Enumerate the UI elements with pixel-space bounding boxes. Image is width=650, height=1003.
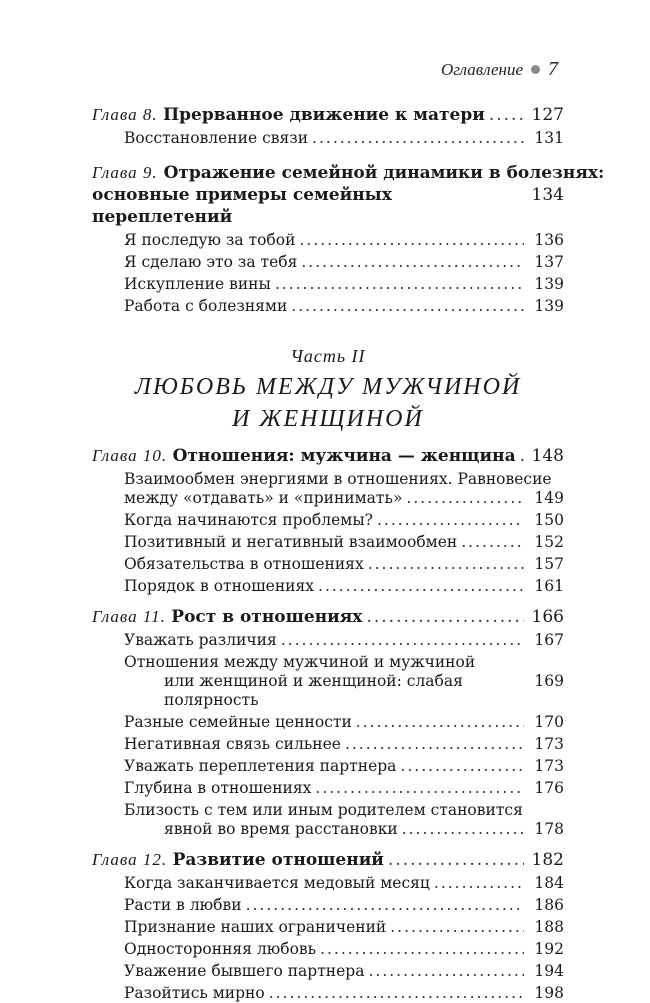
leader-dots — [281, 631, 524, 650]
toc-item-label: Когда заканчивается медовый месяц — [124, 874, 430, 892]
toc-item-label: Негативная связь сильнее — [124, 735, 341, 753]
chapter-prefix: Глава 11. — [92, 607, 166, 626]
leader-dots — [366, 606, 524, 628]
leader-dots — [246, 896, 524, 915]
toc-item-page: 173 — [534, 735, 564, 753]
toc-item-label: Разные семейные ценности — [124, 713, 352, 731]
leader-dots — [275, 275, 524, 294]
toc-item-page: 198 — [534, 984, 564, 1002]
toc-item-page: 194 — [534, 962, 564, 980]
toc-item[interactable] — [124, 533, 564, 552]
toc-item-page: 167 — [534, 631, 564, 649]
toc-item-label: Уважать различия — [124, 631, 277, 649]
chapter-page: 166 — [531, 607, 564, 627]
chapter-prefix: Глава 10. — [92, 446, 168, 465]
toc-item-label: Односторонняя любовь — [124, 940, 317, 958]
toc-item-label: Восстановление связи — [124, 129, 309, 147]
chapter-page: 127 — [531, 105, 564, 125]
toc-item[interactable] — [124, 631, 564, 650]
toc-item-label-line2: явной во время расстановки — [164, 820, 398, 838]
toc-item[interactable] — [124, 896, 564, 915]
chapter-prefix: Глава 8. — [92, 105, 158, 124]
leader-dots — [269, 984, 524, 1003]
chapter-9 — [92, 162, 605, 316]
chapter-12 — [92, 849, 564, 1003]
leader-dots — [377, 511, 524, 530]
toc-item-label: Глубина в отношениях — [124, 779, 312, 797]
toc-item-label: Уважение бывшего партнера — [124, 962, 365, 980]
toc-item-label: Порядок в отношениях — [124, 577, 315, 595]
toc-item-page: 192 — [534, 940, 564, 958]
leader-dots — [345, 735, 524, 754]
toc-item-page: 139 — [534, 297, 564, 315]
leader-dots — [434, 874, 524, 893]
chapter-page: 182 — [531, 850, 564, 870]
toc-item-page: 188 — [534, 918, 564, 936]
leader-dots — [356, 713, 524, 732]
leader-dots — [388, 849, 524, 871]
toc-item-label: Позитивный и негативный взаимообмен — [124, 533, 458, 551]
toc-item-page: 170 — [534, 713, 564, 731]
toc-item[interactable] — [124, 984, 564, 1003]
toc-item-label: Я последую за тобой — [124, 231, 296, 249]
toc-item-page: 186 — [534, 896, 564, 914]
toc-item-page: 169 — [534, 672, 564, 690]
toc-item[interactable] — [124, 231, 564, 250]
toc-item-multiline[interactable] — [124, 653, 564, 710]
toc-item-label: Разойтись мирно — [124, 984, 265, 1002]
chapter-page: 148 — [531, 446, 564, 466]
chapter-8 — [92, 104, 564, 148]
chapter-page: 134 — [531, 185, 564, 205]
chapter-prefix: Глава 12. — [92, 850, 168, 869]
toc-item[interactable] — [124, 555, 564, 574]
toc-item[interactable] — [124, 918, 564, 937]
toc-item-page: 178 — [534, 820, 564, 838]
leader-dots — [312, 129, 524, 148]
leader-dots — [299, 231, 524, 250]
toc-item-page: 184 — [534, 874, 564, 892]
chapter-10-heading[interactable] — [92, 445, 564, 467]
leader-dots — [406, 489, 524, 508]
part-title-line2: И ЖЕНЩИНОЙ — [232, 406, 424, 432]
toc-item[interactable] — [124, 874, 564, 893]
toc-item[interactable] — [124, 962, 564, 981]
toc-item-page: 173 — [534, 757, 564, 775]
part-title — [92, 371, 564, 435]
chapter-title: Развитие отношений — [172, 850, 384, 870]
toc-item[interactable] — [124, 577, 564, 596]
toc-item-label-line1: Отношения между мужчиной и мужчиной — [124, 653, 476, 671]
toc-item-page: 137 — [534, 253, 564, 271]
leader-dots — [390, 918, 524, 937]
toc-item[interactable] — [124, 713, 564, 732]
chapter-title-line1: Отражение семейной динамики в болезнях: — [163, 163, 605, 183]
leader-dots — [291, 297, 524, 316]
leader-dots — [320, 940, 524, 959]
toc-item[interactable] — [124, 779, 564, 798]
toc-item-label: Искупление вины — [124, 275, 271, 293]
chapter-12-heading[interactable] — [92, 849, 564, 871]
toc-item-page: 149 — [534, 489, 564, 507]
toc-item[interactable] — [124, 511, 564, 530]
chapter-11 — [92, 606, 564, 839]
toc-item[interactable] — [124, 253, 564, 272]
toc-item[interactable] — [124, 275, 564, 294]
toc-item-label-line2: или женщиной и женщиной: слабая полярность — [164, 672, 463, 709]
leader-dots — [489, 104, 524, 126]
toc-item-multiline[interactable] — [124, 470, 564, 508]
leader-dots — [368, 962, 524, 981]
toc-item[interactable] — [124, 757, 564, 776]
toc-item-page: 150 — [534, 511, 564, 529]
toc-item-label-line1: Близость с тем или иным родителем становится — [124, 801, 523, 819]
chapter-title: Отношения: мужчина — женщина — [172, 446, 516, 466]
toc-item[interactable] — [124, 297, 564, 316]
toc-item-label: Когда начинаются проблемы? — [124, 511, 373, 529]
toc-item-label: Я сделаю это за тебя — [124, 253, 298, 271]
toc-item-page: 139 — [534, 275, 564, 293]
leader-dots — [315, 779, 524, 798]
toc-item-label-line2: между «отдавать» и «принимать» — [124, 489, 403, 507]
bullet-dot-icon — [531, 65, 540, 74]
toc-item-label: Уважать переплетения партнера — [124, 757, 397, 775]
running-head — [441, 58, 558, 81]
toc-item-label: Признание наших ограничений — [124, 918, 387, 936]
leader-dots — [400, 757, 524, 776]
toc-item-page: 161 — [534, 577, 564, 595]
toc-item-page: 176 — [534, 779, 564, 797]
page-number: 7 — [548, 58, 558, 80]
toc-item-page: 136 — [534, 231, 564, 249]
chapter-10 — [92, 445, 564, 596]
toc-item-page: 152 — [534, 533, 564, 551]
toc-item[interactable] — [124, 735, 564, 754]
part-heading — [92, 346, 564, 435]
chapter-title: Прерванное движение к матери — [163, 105, 485, 125]
toc-item-label: Обязательства в отношениях — [124, 555, 364, 573]
leader-dots — [318, 577, 524, 596]
toc-item[interactable] — [124, 940, 564, 959]
toc-item-label: Расти в любви — [124, 896, 242, 914]
chapter-8-heading[interactable] — [92, 104, 564, 126]
toc-item-page: 131 — [534, 129, 564, 147]
leader-dots — [402, 820, 524, 839]
leader-dots — [520, 445, 524, 467]
table-of-contents — [92, 104, 605, 1003]
chapter-title-line2: основные примеры семейных переплетений — [92, 185, 392, 227]
toc-item-label-line1: Взаимообмен энергиями в отношениях. Равновесие — [124, 470, 552, 488]
chapter-prefix: Глава 9. — [92, 163, 158, 182]
part-label: Часть II — [290, 346, 366, 366]
toc-item-page: 157 — [534, 555, 564, 573]
chapter-title: Рост в отношениях — [171, 607, 363, 627]
toc-item-label: Работа с болезнями — [124, 297, 288, 315]
running-head-title: Оглавление — [440, 59, 523, 79]
leader-dots — [301, 253, 524, 272]
chapter-11-heading[interactable] — [92, 606, 564, 628]
leader-dots — [461, 533, 524, 552]
leader-dots — [368, 555, 524, 574]
toc-item[interactable] — [124, 129, 564, 148]
chapter-9-heading[interactable] — [92, 162, 605, 228]
part-title-line1: ЛЮБОВЬ МЕЖДУ МУЖЧИНОЙ — [134, 374, 522, 400]
toc-item-multiline[interactable] — [124, 801, 564, 839]
